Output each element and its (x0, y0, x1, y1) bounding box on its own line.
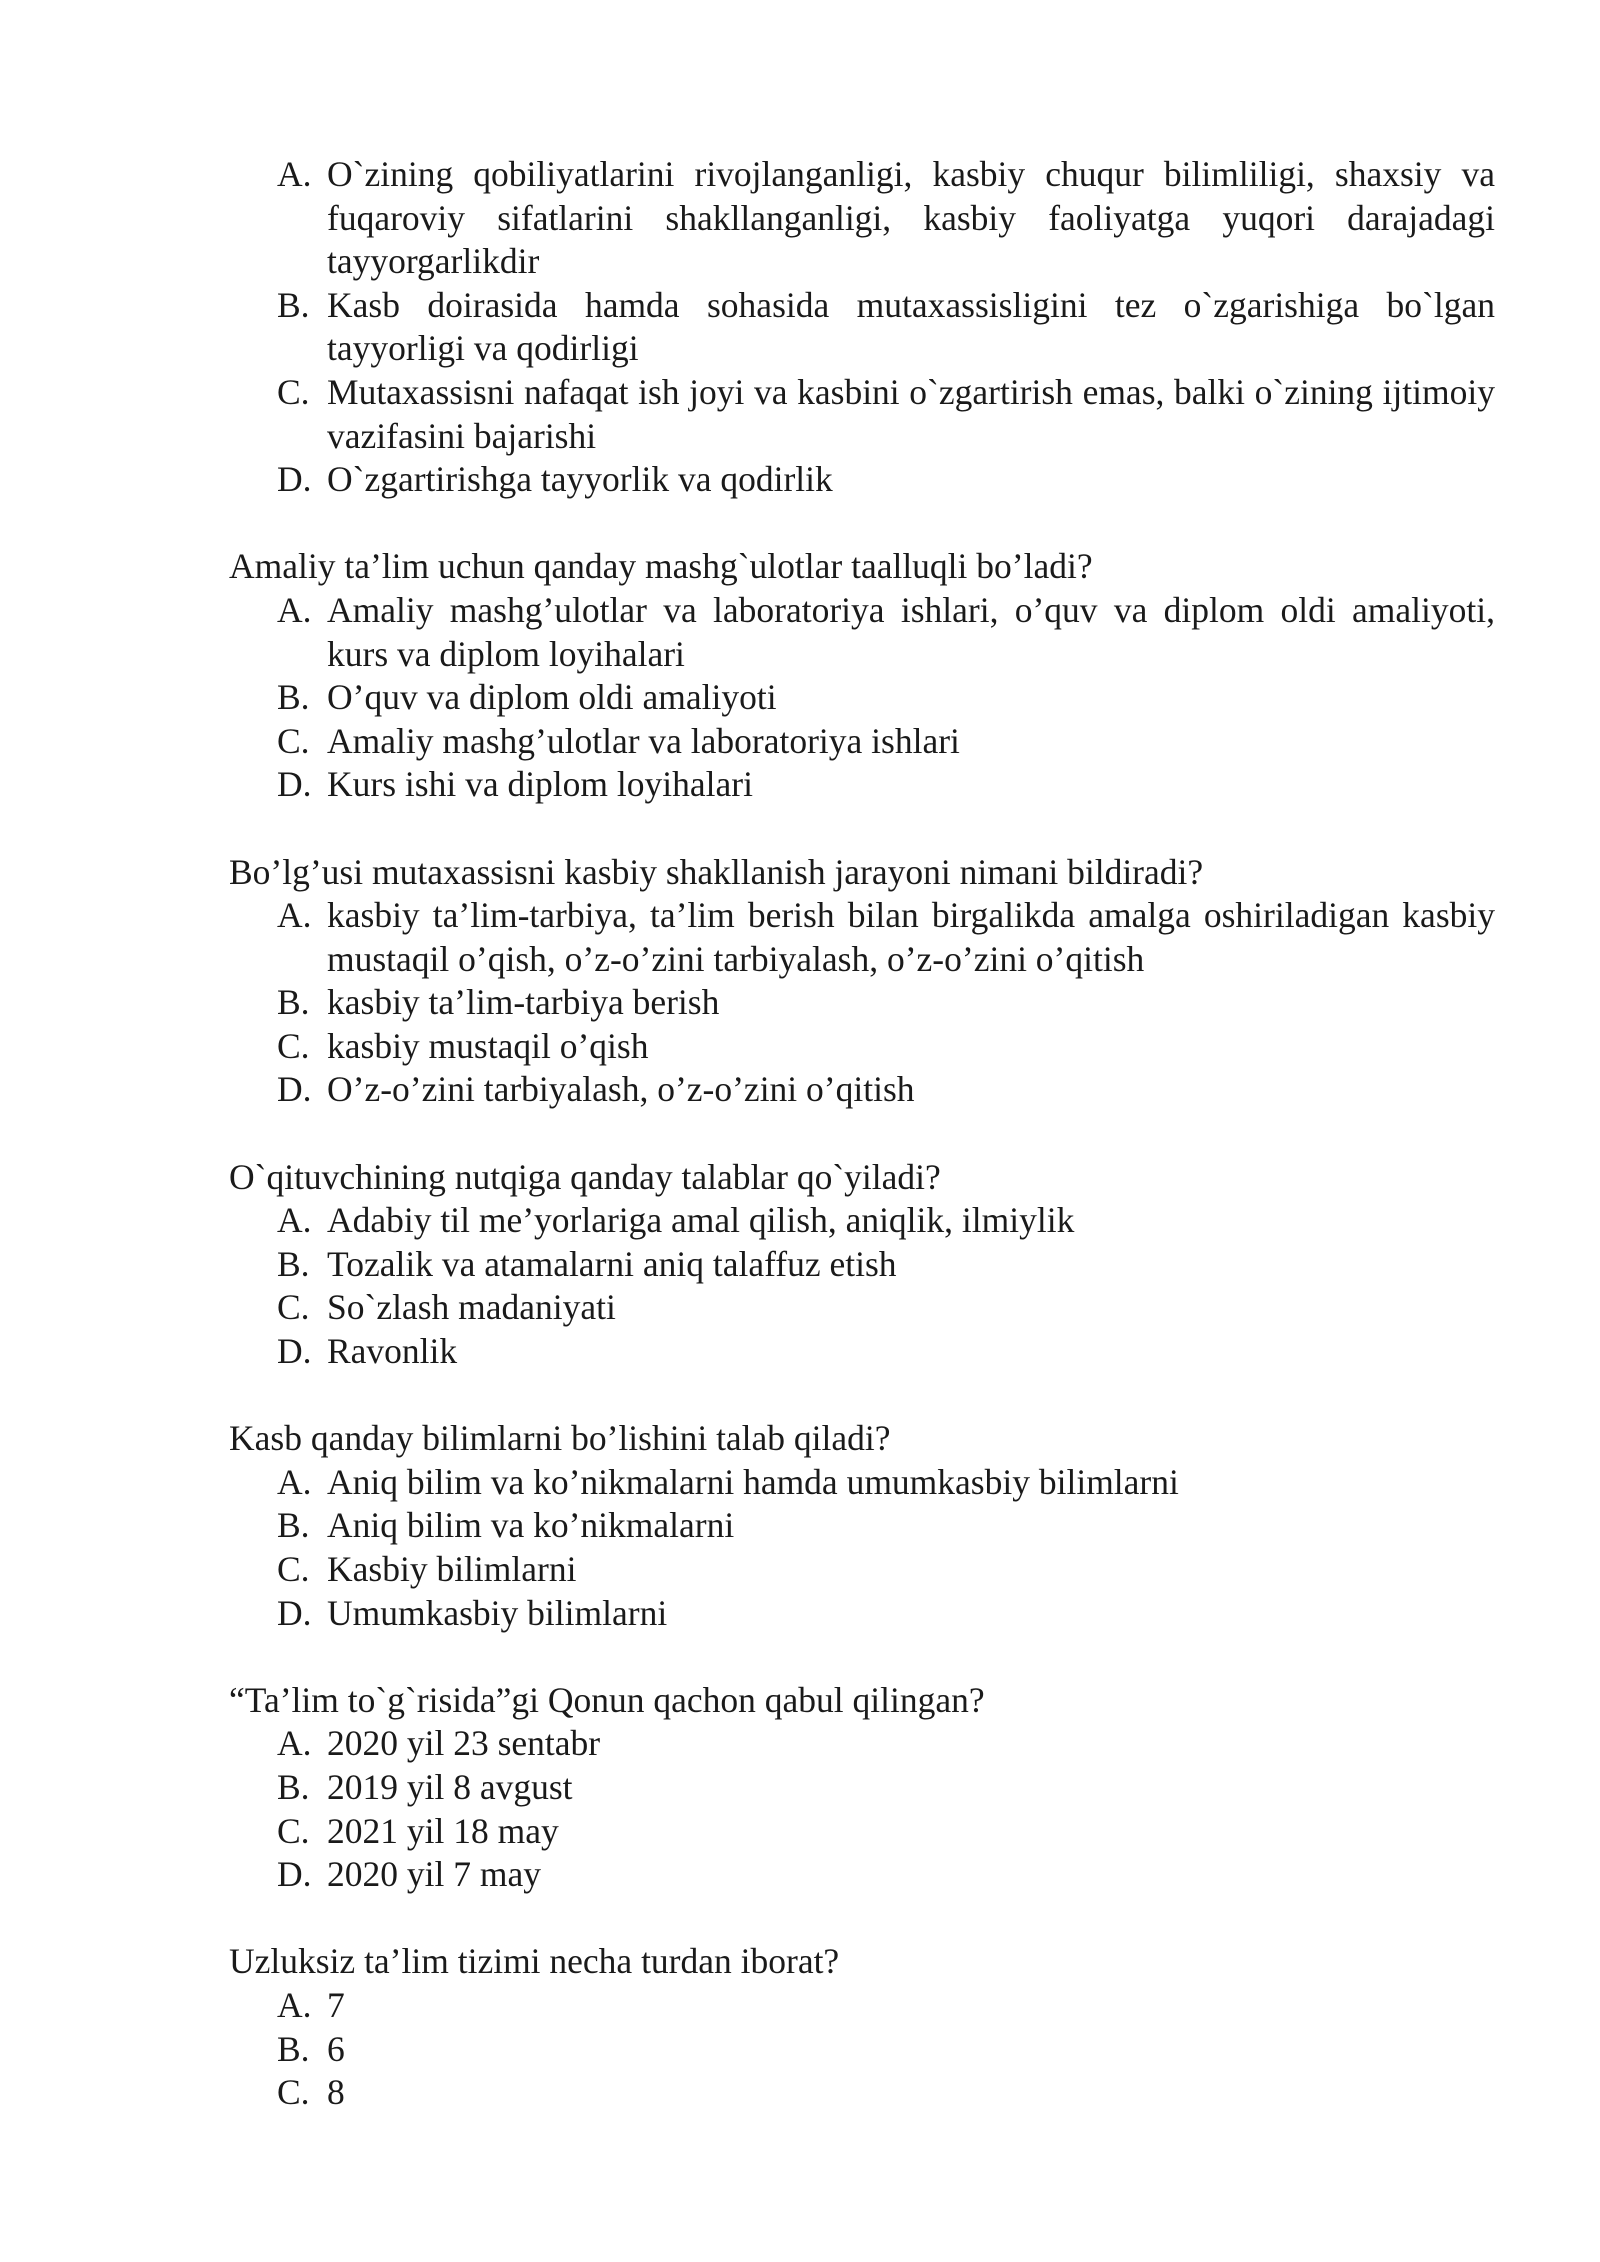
question-block-4 (229, 1156, 1495, 1374)
option-letter: B. (277, 1766, 310, 1807)
option-text: 8 (327, 2072, 345, 2113)
option-letter: C. (277, 371, 310, 412)
option-letter: D. (277, 1592, 312, 1633)
option-text: kasbiy ta’lim-tarbiya berish (327, 982, 720, 1023)
question-block-1 (229, 153, 1495, 502)
option-text: 2020 yil 7 may (327, 1854, 541, 1895)
option-text: Aniq bilim va ko’nikmalarni (327, 1505, 735, 1546)
option-text: Aniq bilim va ko’nikmalarni hamda umumkasbiy bilimlarni (327, 1461, 1179, 1502)
option-text: So`zlash madaniyati (327, 1287, 616, 1328)
option-letter: A. (277, 1461, 312, 1502)
question-text: Amaliy ta’lim uchun qanday mashg`ulotlar taalluqli bo’ladi? (229, 546, 1093, 587)
option-b (229, 1504, 1495, 1548)
question-block-6 (229, 1679, 1495, 1897)
option-text: 2021 yil 18 may (327, 1810, 559, 1851)
option-b (229, 284, 1495, 371)
option-text: Kurs ishi va diplom loyihalari (327, 764, 753, 805)
option-text: O`zining qobiliyatlarini rivojlanganligi, kasbiy chuqur bilimliligi, shaxsiy va fuqaroviy sifatlarini shakllanganligi, kasbiy faoliyatga yuqori darajadagi tayyorgarlikdir (327, 154, 1495, 282)
question-block-5 (229, 1417, 1495, 1635)
option-text: O’quv va diplom oldi amaliyoti (327, 677, 777, 718)
option-a (229, 1461, 1495, 1505)
option-letter: A. (277, 1723, 312, 1764)
option-c (229, 1286, 1495, 1330)
option-list (229, 1722, 1495, 1896)
option-letter: B. (277, 2028, 310, 2069)
option-c (229, 371, 1495, 458)
option-c (229, 1025, 1495, 1069)
option-c (229, 1810, 1495, 1854)
question-text: Uzluksiz ta’lim tizimi necha turdan iborat? (229, 1941, 840, 1982)
option-text: Kasbiy bilimlarni (327, 1549, 577, 1589)
option-text: Adabiy til me’yorlariga amal qilish, aniqlik, ilmiylik (327, 1200, 1075, 1241)
option-letter: B. (277, 1243, 310, 1284)
option-letter: A. (277, 589, 312, 630)
question-text: Bo’lg’usi mutaxassisni kasbiy shakllanish jarayoni nimani bildiradi? (229, 851, 1204, 892)
option-a (229, 153, 1495, 284)
option-letter: D. (277, 1854, 312, 1895)
option-letter: C. (277, 1025, 310, 1066)
option-text: Amaliy mashg’ulotlar va laboratoriya ishlari (327, 720, 960, 761)
option-letter: C. (277, 1549, 310, 1589)
option-list (229, 1461, 1495, 1635)
question-text: O`qituvchining nutqiga qanday talablar qo`yiladi? (229, 1156, 941, 1197)
option-text: 2019 yil 8 avgust (327, 1766, 573, 1807)
option-b (229, 2028, 1495, 2072)
option-list (229, 589, 1495, 807)
option-d (229, 1853, 1495, 1897)
option-text: 2020 yil 23 sentabr (327, 1723, 601, 1764)
option-letter: C. (277, 1287, 310, 1328)
option-b (229, 981, 1495, 1025)
question-block-2 (229, 545, 1495, 807)
option-c (229, 1548, 1495, 1592)
option-text: kasbiy ta’lim-tarbiya, ta’lim berish bilan birgalikda amalga oshiriladigan kasbiy mustaqil o’qish, o’z-o’zini tarbiyalash, o’z-o’zini o’qitish (327, 895, 1495, 979)
option-d (229, 1068, 1495, 1112)
option-d (229, 763, 1495, 807)
option-b (229, 676, 1495, 720)
option-letter: C. (277, 720, 310, 761)
option-letter: A. (277, 154, 312, 194)
option-letter: B. (277, 982, 310, 1023)
option-d (229, 1330, 1495, 1374)
question-text: “Ta’lim to`g`risida”gi Qonun qachon qabul qilingan? (229, 1679, 985, 1720)
option-text: 7 (327, 1984, 345, 2025)
option-list (229, 1984, 1495, 2115)
option-d (229, 458, 1495, 502)
document-page (229, 153, 1495, 2158)
option-letter: C. (277, 1810, 310, 1851)
option-a (229, 894, 1495, 981)
option-text: Mutaxassisni nafaqat ish joyi va kasbini o`zgartirish emas, balki o`zining ijtimoiy vazifasini bajarishi (327, 371, 1495, 456)
option-a (229, 589, 1495, 676)
question-block-3 (229, 851, 1495, 1113)
option-letter: A. (277, 895, 312, 936)
option-text: Ravonlik (327, 1331, 458, 1372)
option-letter: D. (277, 1069, 312, 1110)
option-text: O’z-o’zini tarbiyalash, o’z-o’zini o’qitish (327, 1069, 915, 1110)
option-b (229, 1243, 1495, 1287)
option-list (229, 153, 1495, 502)
option-letter: D. (277, 459, 312, 500)
option-text: kasbiy mustaqil o’qish (327, 1025, 649, 1066)
option-b (229, 1766, 1495, 1810)
option-list (229, 894, 1495, 1112)
option-list (229, 1199, 1495, 1373)
option-text: Umumkasbiy bilimlarni (327, 1592, 668, 1633)
option-letter: A. (277, 1984, 312, 2025)
option-text: Tozalik va atamalarni aniq talaffuz etish (327, 1243, 897, 1284)
option-c (229, 720, 1495, 764)
question-block-7 (229, 1940, 1495, 2114)
option-text: Amaliy mashg’ulotlar va laboratoriya ishlari, o’quv va diplom oldi amaliyoti, kurs va diplom loyihalari (327, 589, 1495, 674)
option-a (229, 1722, 1495, 1766)
option-a (229, 1984, 1495, 2028)
option-a (229, 1199, 1495, 1243)
option-c (229, 2071, 1495, 2115)
option-letter: B. (277, 284, 310, 325)
option-d (229, 1592, 1495, 1636)
option-letter: D. (277, 764, 312, 805)
option-text: Kasb doirasida hamda sohasida mutaxassisligini tez o`zgarishiga bo`lgan tayyorligi va qodirligi (327, 284, 1495, 369)
option-letter: B. (277, 677, 310, 718)
option-letter: A. (277, 1200, 312, 1241)
option-text: O`zgartirishga tayyorlik va qodirlik (327, 459, 833, 500)
question-text: Kasb qanday bilimlarni bo’lishini talab qiladi? (229, 1418, 891, 1459)
option-letter: B. (277, 1505, 310, 1546)
option-letter: C. (277, 2072, 310, 2113)
option-letter: D. (277, 1331, 312, 1372)
option-text: 6 (327, 2028, 345, 2069)
